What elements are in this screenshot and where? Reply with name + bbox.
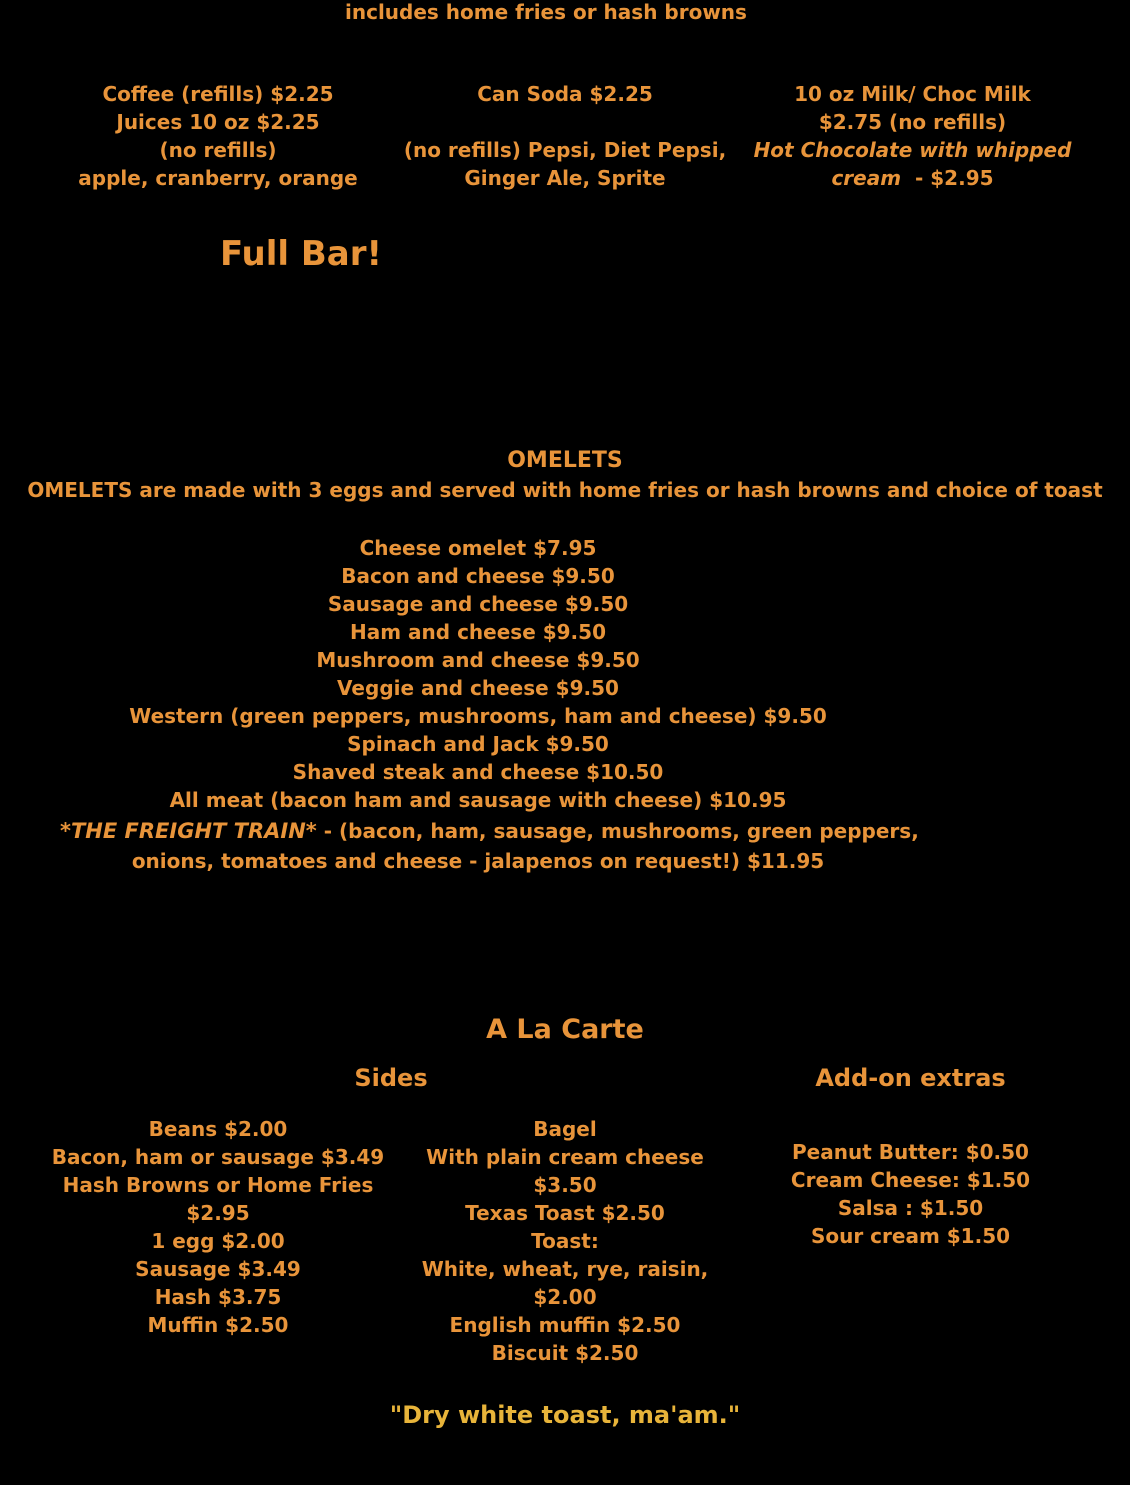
drink-line: Ginger Ale, Sprite	[464, 166, 666, 190]
drink-line: (no refills) Pepsi, Diet Pepsi,	[403, 138, 727, 162]
drink-line-hot-chocolate: Hot Chocolate with whipped	[753, 138, 1072, 162]
side-item: Muffin $2.50	[147, 1313, 289, 1337]
sides-column-1	[48, 1115, 388, 1339]
side-item: English muffin $2.50	[449, 1313, 681, 1337]
side-item: 1 egg $2.00	[151, 1229, 285, 1253]
drink-line: Coffee (refills) $2.25	[102, 82, 334, 106]
drinks-column-milk-cocoa	[740, 80, 1085, 192]
side-item: Bagel	[533, 1117, 597, 1141]
drink-line: $2.75 (no refills)	[818, 110, 1007, 134]
closing-quote: "Dry white toast, ma'am."	[389, 1401, 741, 1429]
hot-chocolate-price: - $2.95	[901, 166, 994, 190]
addons-column	[748, 1138, 1073, 1250]
side-item: $2.95	[186, 1201, 250, 1225]
omelet-item: All meat (bacon ham and sausage with cheese) $10.95	[169, 788, 787, 812]
omelet-item: Bacon and cheese $9.50	[341, 564, 615, 588]
side-item: Hash $3.75	[154, 1285, 282, 1309]
drink-line: 10 oz Milk/ Choc Milk	[794, 82, 1031, 106]
freight-train-line	[60, 816, 919, 846]
freight-train-name: *THE FREIGHT TRAIN*	[60, 819, 317, 843]
side-item: Bacon, ham or sausage $3.49	[51, 1145, 385, 1169]
drink-line-hot-chocolate-price	[740, 164, 1085, 192]
drinks-column-coffee-juice	[48, 80, 388, 192]
side-item: Texas Toast $2.50	[465, 1201, 665, 1225]
a-la-carte-title: A La Carte	[486, 1014, 644, 1045]
side-item: Sausage $3.49	[135, 1257, 301, 1281]
addon-item: Cream Cheese: $1.50	[790, 1168, 1031, 1192]
addons-title: Add-on extras	[815, 1064, 1006, 1092]
omelet-item: Mushroom and cheese $9.50	[316, 648, 640, 672]
side-item: $2.00	[533, 1285, 597, 1309]
top-note	[0, 0, 1130, 26]
omelet-list	[0, 534, 956, 814]
omelet-item: Shaved steak and cheese $10.50	[292, 760, 664, 784]
side-item: Beans $2.00	[148, 1117, 288, 1141]
omelet-item: Sausage and cheese $9.50	[327, 592, 629, 616]
drinks-column-soda	[395, 80, 735, 192]
top-note-text: includes home fries or hash browns	[345, 0, 747, 24]
drink-line: Can Soda $2.25	[477, 82, 653, 106]
full-bar-heading: Full Bar!	[220, 234, 383, 274]
side-item: Biscuit $2.50	[491, 1341, 639, 1365]
omelets-title: OMELETS	[507, 448, 623, 473]
sides-title: Sides	[354, 1064, 428, 1092]
omelet-item: Ham and cheese $9.50	[350, 620, 606, 644]
omelet-item: Western (green peppers, mushrooms, ham and cheese) $9.50	[129, 704, 827, 728]
side-item: With plain cream cheese	[426, 1145, 704, 1169]
omelet-item: Cheese omelet $7.95	[359, 536, 597, 560]
drink-line: apple, cranberry, orange	[78, 166, 358, 190]
sides-column-2	[395, 1115, 735, 1367]
drink-line: (no refills)	[159, 138, 277, 162]
omelet-item: Veggie and cheese $9.50	[337, 676, 619, 700]
side-item: White, wheat, rye, raisin,	[421, 1257, 709, 1281]
omelets-subtitle: OMELETS are made with 3 eggs and served with home fries or hash browns and choice of toast	[27, 478, 1103, 502]
side-item: Hash Browns or Home Fries	[62, 1173, 374, 1197]
addon-item: Peanut Butter: $0.50	[792, 1140, 1029, 1164]
hot-chocolate-cream-text: cream	[831, 166, 902, 190]
omelet-item: Spinach and Jack $9.50	[347, 732, 609, 756]
drink-line: Juices 10 oz $2.25	[116, 110, 320, 134]
addon-item: Salsa : $1.50	[837, 1196, 984, 1220]
addon-item: Sour cream $1.50	[810, 1224, 1011, 1248]
freight-train-description: - (bacon, ham, sausage, mushrooms, green peppers,	[316, 819, 919, 843]
side-item: Toast:	[531, 1229, 599, 1253]
drink-line-blank	[395, 108, 735, 136]
side-item: $3.50	[533, 1173, 597, 1197]
freight-train-description-continued: onions, tomatoes and cheese - jalapenos on request!) $11.95	[131, 849, 825, 873]
